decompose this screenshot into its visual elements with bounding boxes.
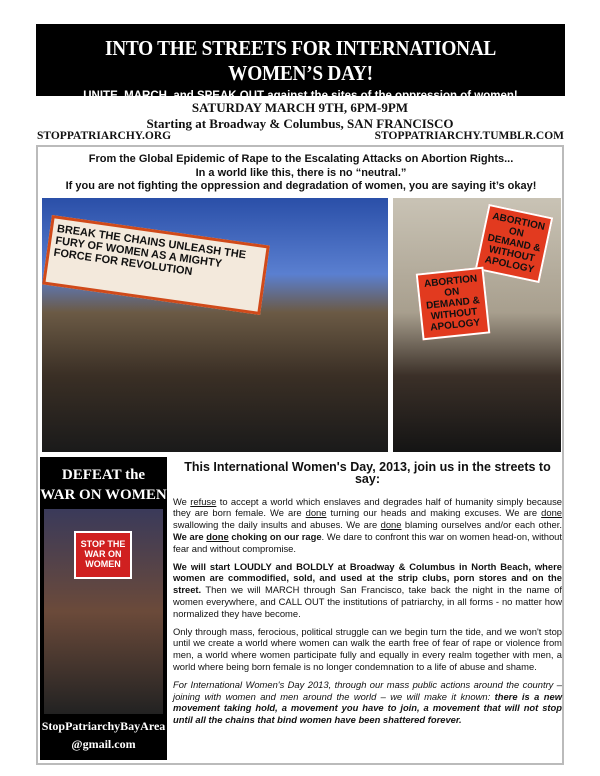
paragraph bbox=[173, 561, 562, 620]
subtitle: UNITE, MARCH, and SPEAK OUT against the sites of the oppression of women! bbox=[83, 90, 518, 102]
text: refuse bbox=[190, 495, 217, 507]
paragraph bbox=[173, 679, 562, 726]
text: We are bbox=[173, 530, 207, 542]
text: blaming ourselves and/or each other. bbox=[401, 519, 562, 531]
protester-photo bbox=[44, 509, 163, 714]
website-link[interactable]: STOPPATRIARCHY.ORG bbox=[37, 130, 172, 142]
intro-line: If you are not fighting the oppression and degradation of women, you are saying it’s okay! bbox=[65, 180, 537, 192]
stop-sign: STOP THE WAR ON WOMEN bbox=[74, 531, 132, 579]
side-title: DEFEAT the bbox=[61, 467, 146, 483]
main-text bbox=[173, 462, 562, 732]
text: . We dare to confront this war on women head-on, without fear and without compromise. bbox=[173, 530, 562, 554]
page-title: INTO THE STREETS FOR INTERNATIONAL WOMEN’S DAY! bbox=[104, 36, 497, 85]
text: For International Women's Day 2013, through our mass public actions around the country – joining with women and men around the world – we will make it known: bbox=[173, 678, 562, 702]
text: We will start LOUDLY and BOLDLY at Broadway & Columbus in North Beach, where women are commodified, sold, and used at the strip clubs, porn stores and on the street. bbox=[173, 560, 562, 596]
email-domain[interactable]: @gmail.com bbox=[71, 737, 136, 751]
text: done bbox=[380, 519, 402, 531]
side-panel bbox=[40, 457, 167, 760]
paragraph bbox=[173, 496, 562, 555]
protest-banner: BREAK THE CHAINS UNLEASH THE FURY OF WOMEN AS A MIGHTY FORCE FOR REVOLUTION bbox=[42, 215, 270, 315]
header-banner bbox=[36, 24, 565, 102]
event-date: SATURDAY MARCH 9TH, 6PM-9PM bbox=[191, 100, 409, 115]
text: there is a new movement taking hold, a movement you have to join, a movement that will not stop until all the chains that bind women have been shattered forever. bbox=[173, 690, 562, 726]
intro-line: From the Global Epidemic of Rape to the Escalating Attacks on Abortion Rights... bbox=[88, 153, 514, 165]
text: done bbox=[206, 530, 229, 542]
intro-line: In a world like this, there is no “neutral.” bbox=[195, 166, 407, 179]
text: done bbox=[305, 507, 327, 519]
text: Then we will MARCH through San Francisco, take back the night in the name of women everywhere, and CALL OUT the institutions of patriarchy, in all forms - no matter how normalized they have become. bbox=[173, 584, 562, 619]
text: choking on our rage bbox=[228, 530, 322, 542]
email-user[interactable]: StopPatriarchyBayArea bbox=[41, 719, 166, 733]
march-photo bbox=[42, 198, 388, 452]
text: We bbox=[173, 495, 191, 507]
text: swallowing the daily insults and abuses. We are bbox=[173, 519, 381, 531]
intro-text bbox=[38, 153, 564, 194]
tumblr-link[interactable]: STOPPATRIARCHY.TUMBLR.COM bbox=[374, 130, 564, 142]
protest-signs-photo bbox=[393, 198, 561, 452]
event-location: Starting at Broadway & Columbus, SAN FRANCISCO bbox=[146, 116, 454, 131]
main-heading: This International Women's Day, 2013, join us in the streets to say: bbox=[184, 460, 551, 486]
paragraph: Only through mass, ferocious, political struggle can we begin turn the tide, and we won't stop until we create a world where women can walk the earth free of fear of rape or violence from men, a world where women participate fully and equally in every realm together with men, a world where being born female is no longer condemnation to a life of abuse and shame. bbox=[173, 625, 562, 672]
text: to accept a world which enslaves and degrades half of humanity simply because they are born female. We are bbox=[173, 495, 563, 519]
protest-sign: ABORTION ON DEMAND & WITHOUT APOLOGY bbox=[416, 267, 491, 341]
text: turning our heads and making excuses. We are bbox=[326, 507, 542, 519]
protest-sign: ABORTION ON DEMAND & WITHOUT APOLOGY bbox=[475, 204, 553, 283]
text: done bbox=[541, 507, 562, 519]
side-title: WAR ON WOMEN bbox=[40, 487, 167, 503]
